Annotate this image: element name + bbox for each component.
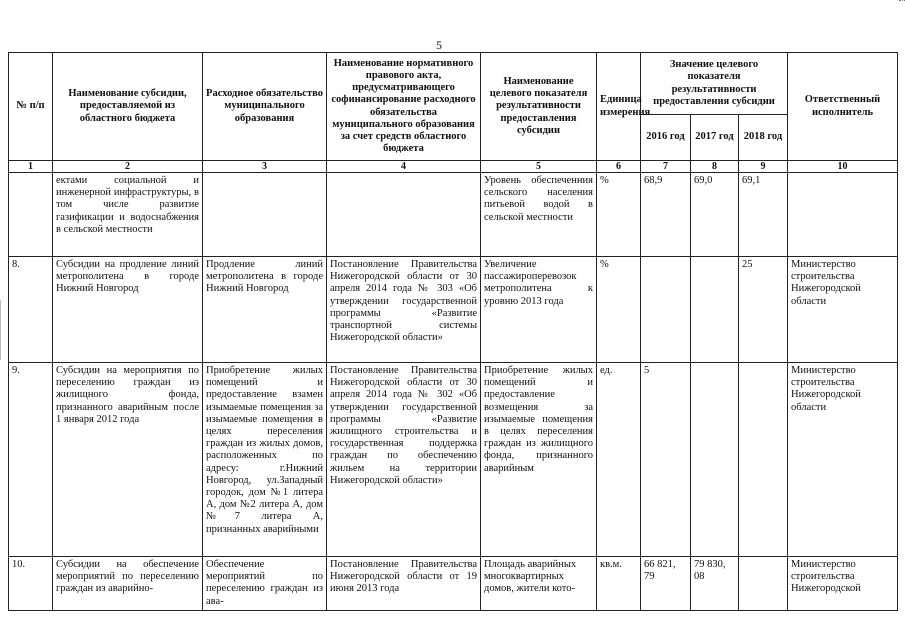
cell-value-2016: 66 821, 79	[641, 557, 691, 611]
header-act: Наименование нормативного правового акта, предусматривающего софинансирование расходного обязательства муниципального образования за счет средств областного бюджета	[327, 53, 481, 161]
cell-obligation: Обеспечение мероприятий по переселению граждан из ава-	[203, 557, 327, 611]
column-number: 3	[203, 161, 327, 173]
cell-value-2018: 25	[739, 257, 788, 363]
header-year-2016: 2016 год	[641, 115, 691, 161]
header-year-2017: 2017 год	[691, 115, 739, 161]
column-number: 8	[691, 161, 739, 173]
cell-value-2016: 68,9	[641, 173, 691, 257]
cell-act: Постановление Правительства Нижегородской области от 30 апреля 2014 года № 302 «Об утверждении государственной программы «Развитие жилищного строительства и государственная поддержка граждан по обеспечению жильем на территории Нижегородской области»	[327, 363, 481, 557]
cell-executor	[788, 173, 898, 257]
cell-act: Постановление Правительства Нижегородской области от 19 июня 2013 года	[327, 557, 481, 611]
cell-indicator: Площадь аварийных многоквартирных домов, жители кото-	[481, 557, 597, 611]
cell-subsidy: ектами социальной и инженерной инфраструктуры, в том числе развитие газификации и водоснабжения в сельской местности	[53, 173, 203, 257]
column-number: 7	[641, 161, 691, 173]
cell-value-2018: 69,1	[739, 173, 788, 257]
cell-obligation	[203, 173, 327, 257]
table-row	[9, 363, 898, 557]
header-indicator: Наименование целевого показателя результативности предоставления субсидии	[481, 53, 597, 161]
cell-indicator: Увеличение пассажироперевозок метрополитена к уровню 2013 года	[481, 257, 597, 363]
column-number: 10	[788, 161, 898, 173]
column-number: 5	[481, 161, 597, 173]
header-obligation: Расходное обязательство муниципального образования	[203, 53, 327, 161]
column-number: 2	[53, 161, 203, 173]
scan-edge-mark	[899, 0, 905, 3]
cell-unit: ед.	[597, 363, 641, 557]
cell-act	[327, 173, 481, 257]
scan-margin-mark	[0, 300, 1, 360]
cell-num: 10.	[9, 557, 53, 611]
cell-value-2018	[739, 363, 788, 557]
header-indicator-value: Значение целевого показателя результативности предоставления субсидии	[641, 53, 788, 115]
cell-subsidy: Субсидии на продление линий метрополитена в городе Нижний Новгород	[53, 257, 203, 363]
cell-obligation: Приобретение жилых помещений и предоставление взамен изымаемые помещения за изымаемые помещения в целях переселения граждан из жилых домов, расположенных по адресу: г.Нижний Новгород, ул.Западный городок, дом №1 литера А, дом №2 литера А, дом №7 литера А, признанных аварийными	[203, 363, 327, 557]
cell-indicator: Приобретение жилых помещений и предоставление возмещения за изымаемые помещения в целях переселения граждан из жилищного фонда, признанного аварийным	[481, 363, 597, 557]
cell-value-2017	[691, 257, 739, 363]
cell-executor: Министерство строительства Нижегородской области	[788, 257, 898, 363]
column-number: 6	[597, 161, 641, 173]
header-unit: Единица измерения	[597, 53, 641, 161]
column-number: 4	[327, 161, 481, 173]
cell-obligation: Продление линий метрополитена в городе Нижний Новгород	[203, 257, 327, 363]
page-number: 5	[436, 38, 442, 52]
cell-executor: Министерство строительства Нижегородской области	[788, 363, 898, 557]
cell-value-2017	[691, 363, 739, 557]
table-row	[9, 257, 898, 363]
header-year-2018: 2018 год	[739, 115, 788, 161]
cell-value-2017: 69,0	[691, 173, 739, 257]
column-number-row	[9, 161, 898, 173]
header-row	[9, 53, 898, 115]
cell-value-2018	[739, 557, 788, 611]
header-executor: Ответственный исполнитель	[788, 53, 898, 161]
column-number: 1	[9, 161, 53, 173]
cell-unit: %	[597, 257, 641, 363]
table-row	[9, 173, 898, 257]
cell-subsidy: Субсидии на мероприятия по переселению граждан из жилищного фонда, признанного аварийным после 1 января 2012 года	[53, 363, 203, 557]
cell-unit: кв.м.	[597, 557, 641, 611]
cell-indicator: Уровень обеспеченния сельского населения питьевой водой в сельской местности	[481, 173, 597, 257]
column-number: 9	[739, 161, 788, 173]
subsidy-table	[8, 52, 898, 611]
cell-value-2016	[641, 257, 691, 363]
cell-subsidy: Субсидии на обеспечение мероприятий по переселению граждан из аварийно-	[53, 557, 203, 611]
cell-num: 8.	[9, 257, 53, 363]
cell-value-2017: 79 830, 08	[691, 557, 739, 611]
cell-executor: Министерство строительства Нижегородской	[788, 557, 898, 611]
cell-value-2016: 5	[641, 363, 691, 557]
cell-num	[9, 173, 53, 257]
cell-num: 9.	[9, 363, 53, 557]
cell-act: Постановление Правительства Нижегородской области от 30 апреля 2014 года № 303 «Об утверждении государственной программы «Развитие транспортной системы Нижегородской области»	[327, 257, 481, 363]
table-row	[9, 557, 898, 611]
header-subsidy: Наименование субсидии, предоставляемой из областного бюджета	[53, 53, 203, 161]
cell-unit: %	[597, 173, 641, 257]
header-num: № п/п	[9, 53, 53, 161]
